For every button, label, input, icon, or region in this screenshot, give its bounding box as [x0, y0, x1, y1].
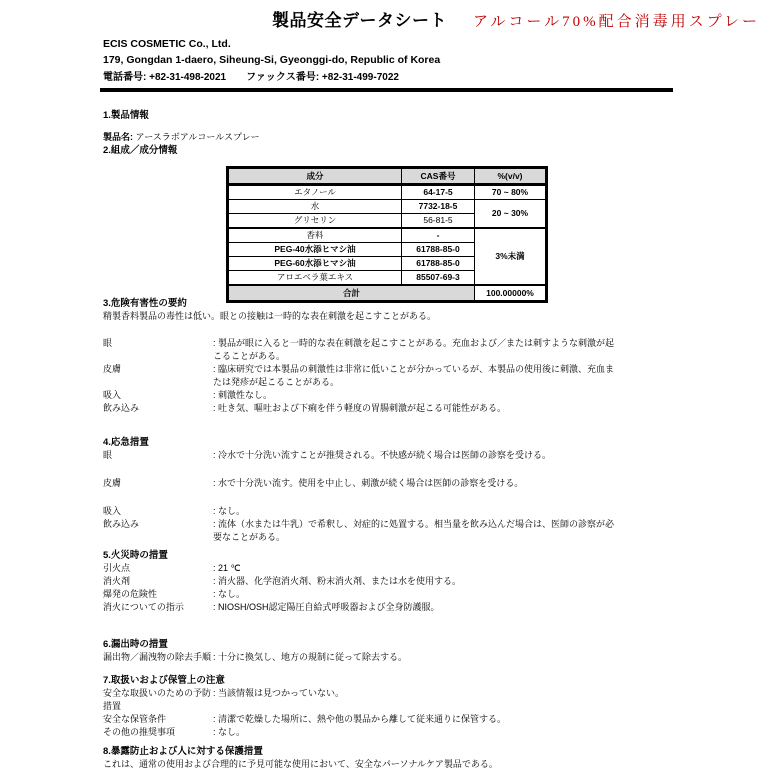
product-name-value: アースラボアルコールスプレー: [135, 132, 260, 142]
section-handling-storage: [103, 674, 683, 739]
document-header: [272, 6, 760, 31]
ingredient-name: アロエベラ葉エキス: [228, 271, 402, 286]
row-label: 漏出物／漏洩物の除去手順: [103, 652, 212, 662]
ingredient-cas: 7732-18-5: [402, 200, 475, 214]
ingredient-name: PEG-60水添ヒマシ油: [228, 257, 402, 271]
ingredient-name: PEG-40水添ヒマシ油: [228, 243, 402, 257]
section8-text: これは、通常の使用および合理的に予見可能な使用において、安全なパーソナルケア製品である。: [103, 759, 498, 769]
row-label: 皮膚: [103, 364, 122, 374]
section2-heading: 2.組成／成分情報: [103, 145, 178, 156]
section3-intro: 精製香料製品の毒性は低い。眼との接触は一時的な表在刺激を起こすことがある。: [103, 311, 437, 321]
total-label: 合計: [228, 285, 475, 302]
row-label: 飲み込み: [103, 403, 140, 413]
ingredient-cas: 85507-69-3: [402, 271, 475, 286]
row-value: : 清潔で乾燥した場所に、熱や他の製品から離して従来通りに保管する。: [213, 714, 507, 724]
row-label: その他の推奨事項: [103, 727, 176, 737]
ingredient-name: グリセリン: [228, 214, 402, 229]
hazard-row-skin: [103, 363, 683, 389]
section4-heading: 4.応急措置: [103, 437, 149, 448]
row-value: : なし。: [213, 589, 246, 599]
company-info-block: [103, 36, 440, 86]
product-name-line: [103, 131, 260, 144]
document-title: 製品安全データシート: [272, 11, 447, 30]
table-header-row: [228, 168, 547, 185]
row-value: : 冷水で十分洗い流すことが推奨される。不快感が続く場合は医師の診察を受ける。: [213, 450, 552, 460]
hazard-row-inhalation: [103, 389, 683, 402]
row-label: 消火剤: [103, 576, 131, 586]
section5-heading: 5.火災時の措置: [103, 550, 168, 561]
row-label: 消火についての指示: [103, 602, 184, 612]
ingredient-percent: 70 ~ 80%: [475, 185, 547, 200]
firstaid-row-skin: [103, 477, 683, 490]
ingredient-name: エタノール: [228, 185, 402, 200]
row-value: : なし。: [213, 727, 246, 737]
row-label: 吸入: [103, 506, 122, 516]
ingredients-table: [226, 166, 548, 303]
handling-row-precaution: [103, 687, 683, 713]
row-label: 爆発の危険性: [103, 589, 158, 599]
ingredient-cas: 61788-85-0: [402, 257, 475, 271]
section-spill-measures: [103, 638, 683, 664]
section-hazard-summary: [103, 297, 683, 415]
row-label: 飲み込み: [103, 519, 140, 529]
row-value: : 臨床研究では本製品の刺激性は非常に低いことが分かっているが、本製品の使用後に刺激、充血または発疹が起こることがある。: [213, 364, 615, 387]
company-address: 179, Gongdan 1-daero, Siheung-Si, Gyeonggi-do, Republic of Korea: [103, 54, 441, 66]
ingredient-name: 香料: [228, 228, 402, 243]
fire-row-instructions: [103, 601, 683, 614]
fire-row-extinguisher: [103, 575, 683, 588]
ingredient-name: 水: [228, 200, 402, 214]
row-value: : 刺激性なし。: [213, 390, 273, 400]
row-value: : 吐き気、嘔吐および下痢を伴う軽度の胃腸刺激が起こる可能性がある。: [213, 403, 507, 413]
handling-row-storage: [103, 713, 683, 726]
ingredients-table-wrap: [226, 166, 548, 303]
firstaid-row-inhalation: [103, 505, 683, 518]
company-name: ECIS COSMETIC Co., Ltd.: [103, 38, 231, 50]
col-header-component: 成分: [228, 168, 402, 185]
section1-heading: 1.製品情報: [103, 110, 149, 121]
section6-heading: 6.漏出時の措置: [103, 639, 168, 650]
row-value: : 流体（水または牛乳）で希釈し、対症的に処置する。相当量を飲み込んだ場合は、医師の診察が必要なことがある。: [213, 519, 615, 542]
row-label: 安全な取扱いのための予防措置: [103, 688, 212, 711]
ingredient-percent: 3%未満: [475, 228, 547, 285]
firstaid-row-ingestion: [103, 518, 683, 544]
section-product-info: [103, 109, 260, 157]
table-row: [228, 185, 547, 200]
row-label: 吸入: [103, 390, 122, 400]
row-value: : NIOSH/OSH認定陽圧自給式呼吸器および全身防護服。: [213, 602, 440, 612]
ingredient-percent: 20 ~ 30%: [475, 200, 547, 229]
row-value: : 21 ℃: [213, 563, 241, 573]
fire-row-flashpoint: [103, 562, 683, 575]
company-contact-line: [103, 69, 440, 86]
ingredient-cas: -: [402, 228, 475, 243]
fax-number: ファックス番号: +82-31-499-7022: [246, 72, 399, 83]
section-first-aid: [103, 436, 683, 544]
section-exposure-protection: [103, 745, 703, 770]
row-label: 引火点: [103, 563, 131, 573]
section3-heading: 3.危険有害性の要約: [103, 298, 187, 309]
row-value: : 当該情報は見つかっていない。: [213, 688, 345, 698]
document-subtitle: アルコール70%配合消毒用スプレー: [473, 14, 760, 30]
ingredient-cas: 56-81-5: [402, 214, 475, 229]
row-label: 眼: [103, 450, 113, 460]
ingredient-cas: 61788-85-0: [402, 243, 475, 257]
section7-heading: 7.取扱いおよび保管上の注意: [103, 675, 225, 686]
row-value: : なし。: [213, 506, 246, 516]
spill-row-removal: [103, 651, 683, 664]
hazard-row-eye: [103, 337, 683, 363]
ingredient-cas: 64-17-5: [402, 185, 475, 200]
col-header-cas: CAS番号: [402, 168, 475, 185]
fire-row-explosion: [103, 588, 683, 601]
handling-row-other: [103, 726, 683, 739]
row-label: 安全な保管条件: [103, 714, 167, 724]
row-label: 眼: [103, 338, 113, 348]
firstaid-row-eye: [103, 449, 683, 462]
col-header-percent: %(v/v): [475, 168, 547, 185]
hazard-row-ingestion: [103, 402, 683, 415]
table-row: [228, 200, 547, 214]
row-value: : 消火器、化学泡消火剤、粉末消火剤、または水を使用する。: [213, 576, 462, 586]
section-fire-measures: [103, 549, 683, 614]
product-name-label: 製品名:: [103, 132, 133, 142]
total-value: 100.00000%: [475, 285, 547, 302]
row-value: : 製品が眼に入ると一時的な表在刺激を起こすことがある。充血および／または刺すような刺激が起こることがある。: [213, 338, 615, 361]
phone-number: 電話番号: +82-31-498-2021: [103, 72, 227, 83]
row-value: : 水で十分洗い流す。使用を中止し、刺激が続く場合は医師の診察を受ける。: [213, 478, 524, 488]
row-label: 皮膚: [103, 478, 122, 488]
header-divider-rule: [100, 88, 673, 92]
row-value: : 十分に換気し、地方の規制に従って除去する。: [213, 652, 408, 662]
table-row: [228, 228, 547, 243]
section8-heading: 8.暴露防止および人に対する保護措置: [103, 746, 263, 757]
